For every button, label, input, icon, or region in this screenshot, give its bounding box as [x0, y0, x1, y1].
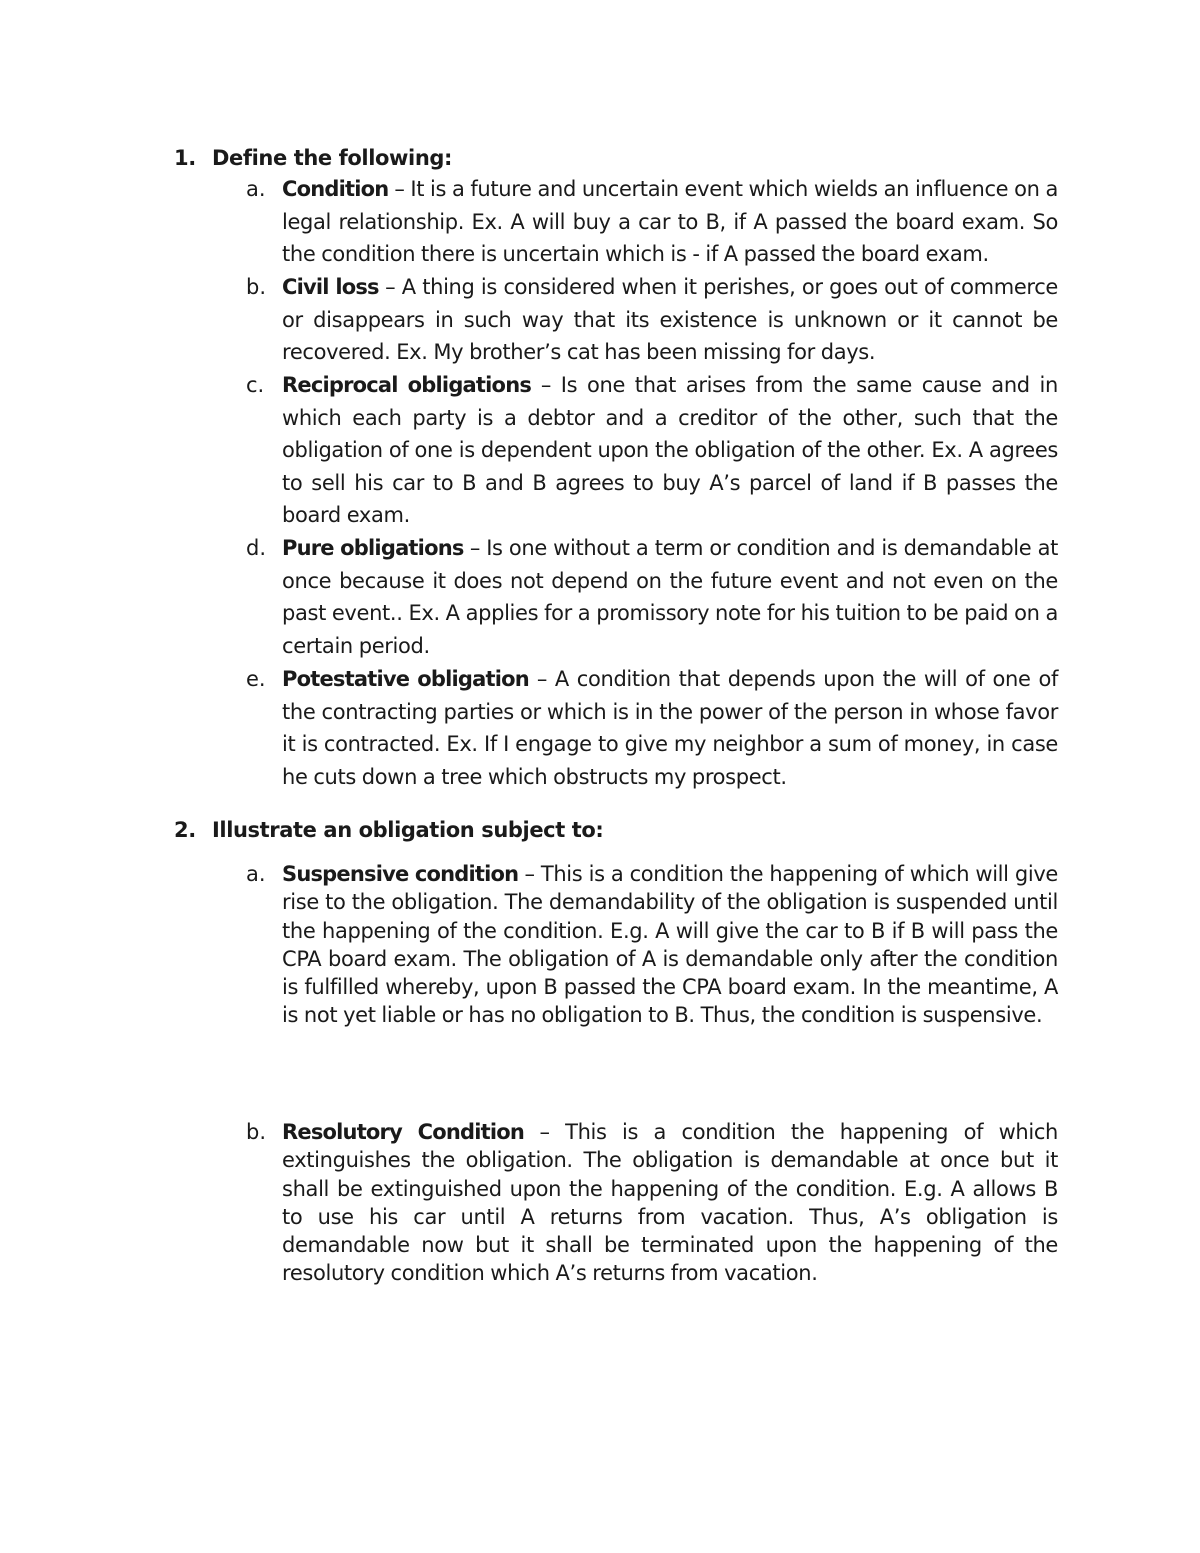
question-heading: [174, 814, 1058, 846]
question-number: 2.: [174, 818, 196, 842]
item-marker: c.: [246, 373, 265, 397]
item-marker: b.: [246, 1120, 267, 1144]
item-text: – This is a condition the happening of which will give rise to the obligation. The demandability of the obligation is suspended until the happening of the condition. E.g. A will give the car to B if B will pass the CPA board exam. The obligation of A is demandable only after the condition is fulfilled whereby, upon B passed the CPA board exam. In the meantime, A is not yet liable or has no obligation to B. Thus, the condition is suspensive.: [282, 862, 1058, 1028]
question-2: [174, 814, 1058, 1286]
item-term: Resolutory Condition: [282, 1120, 525, 1144]
item-term: Condition: [282, 177, 389, 201]
item-text: – Is one without a term or condition and is demandable at once because it does not depend on the future event and not even on the past event.. Ex. A applies for a promissory note for his tuition to be paid on a certain period.: [282, 536, 1059, 658]
question-title: Define the following:: [212, 146, 453, 170]
item-marker: e.: [246, 667, 266, 691]
item-body: [282, 173, 1058, 271]
question-1: [174, 142, 1059, 789]
item-marker: d.: [246, 536, 267, 560]
item-text: – Is one that arises from the same cause and in which each party is a debtor and a creditor of the other, such that the obligation of one is dependent upon the obligation of the other. Ex. A agrees to sell his car to B and B agrees to buy A’s parcel of land if B passes the board exam.: [282, 373, 1058, 528]
item-text: – A thing is considered when it perishes, or goes out of commerce or disappears in such way that its existence is unknown or it cannot be recovered. Ex. My brother’s cat has been missing for days.: [282, 275, 1058, 365]
item-body: [282, 663, 1058, 793]
item-term: Pure obligations: [282, 536, 464, 560]
item-text: – This is a condition the happening of which extinguishes the obligation. The obligation is demandable at once but it shall be extinguished upon the happening of the condition. E.g. A allows B to use his car until A returns from vacation. Thus, A’s obligation is demandable now but it shall be terminated upon the happening of the resolutory condition which A’s returns from vacation.: [282, 1120, 1058, 1286]
question-heading: [174, 142, 1058, 174]
item-marker: b.: [246, 275, 267, 299]
item-term: Civil loss: [282, 275, 379, 299]
item-marker: a.: [246, 177, 266, 201]
item-text: – It is a future and uncertain event which wields an influence on a legal relationship. Ex. A will buy a car to B, if A passed the board exam. So the condition there is uncertain which is - if A passed the board exam.: [282, 177, 1058, 267]
item-term: Suspensive condition: [282, 862, 519, 886]
item-text: – A condition that depends upon the will of one of the contracting parties or which is in the power of the person in whose favor it is contracted. Ex. If I engage to give my neighbor a sum of money, in case he cuts down a tree which obstructs my prospect.: [282, 667, 1058, 789]
item-term: Potestative obligation: [282, 667, 529, 691]
item-marker: a.: [246, 862, 266, 886]
question-title: Illustrate an obligation subject to:: [212, 818, 604, 842]
item-body: [282, 860, 1058, 1030]
item-body: [282, 532, 1058, 662]
item-body: [282, 271, 1058, 369]
question-number: 1.: [174, 146, 196, 170]
item-body: [282, 1118, 1058, 1288]
item-body: [282, 369, 1058, 532]
item-term: Reciprocal obligations: [282, 373, 532, 397]
